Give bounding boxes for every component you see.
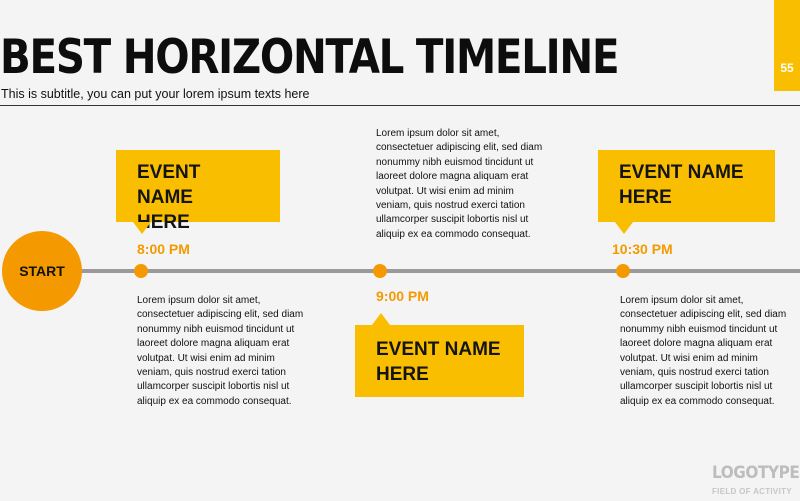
event-3-callout-pointer	[615, 222, 633, 234]
event-1-dot	[134, 264, 148, 278]
page-number-tab	[774, 0, 800, 91]
page-title: BEST HORIZONTAL TIMELINE	[0, 30, 619, 85]
event-3-time: 10:30 PM	[612, 241, 673, 257]
event-1-time: 8:00 PM	[137, 241, 190, 257]
event-2-name-line2: HERE	[376, 364, 429, 385]
event-3-description: Lorem ipsum dolor sit amet, consectetuer adipiscing elit, sed diam nonummy nibh euismod tincidunt ut laoreet dolore magna aliquam erat volutpat. Ut wisi enim ad minim veniam, quis nostrud exerci tation ullamcorper suscipit lobortis nisl ut aliquip ex ea commodo consequat.	[620, 295, 787, 407]
event-1-callout-pointer	[133, 222, 151, 234]
event-2-dot	[373, 264, 387, 278]
event-1-description: Lorem ipsum dolor sit amet, consectetuer adipiscing elit, sed diam nonummy nibh euismod tincidunt ut laoreet dolore magna aliquam erat volutpat. Ut wisi enim ad minim veniam, quis nostrud exerci tation ullamcorper suscipit lobortis nisl ut aliquip ex ea commodo consequat.	[137, 295, 304, 407]
logotype-tagline: FIELD OF ACTIVITY	[712, 487, 792, 496]
event-3-name-line1: EVENT NAME	[619, 162, 744, 183]
page-number: 55	[780, 61, 794, 75]
event-3-box	[598, 150, 775, 222]
event-1-box	[116, 150, 280, 233]
event-2-description: Lorem ipsum dolor sit amet, consectetuer adipiscing elit, sed diam nonummy nibh euismod tincidunt ut laoreet dolore magna aliquam erat volutpat. Ut wisi enim ad minim veniam, quis nostrud exerci tation ullamcorper suscipit lobortis nisl ut aliquip ex ea commodo consequat.	[376, 128, 543, 240]
event-2-box	[355, 325, 524, 397]
start-label: START	[19, 263, 65, 279]
event-2-name-line1: EVENT NAME	[376, 339, 501, 360]
logotype: LOGOTYPE	[712, 463, 800, 483]
event-3-dot	[616, 264, 630, 278]
event-1-name-line1: EVENT NAME	[137, 162, 201, 208]
timeline-start-circle	[2, 231, 82, 311]
event-1-name-line2: HERE	[137, 212, 190, 233]
event-2-callout-pointer	[372, 313, 390, 325]
event-3-name-line2: HERE	[619, 187, 672, 208]
header-divider	[0, 105, 800, 106]
timeline-line	[78, 269, 800, 273]
page-subtitle: This is subtitle, you can put your lorem ipsum texts here	[1, 87, 310, 101]
event-2-time: 9:00 PM	[376, 288, 429, 304]
